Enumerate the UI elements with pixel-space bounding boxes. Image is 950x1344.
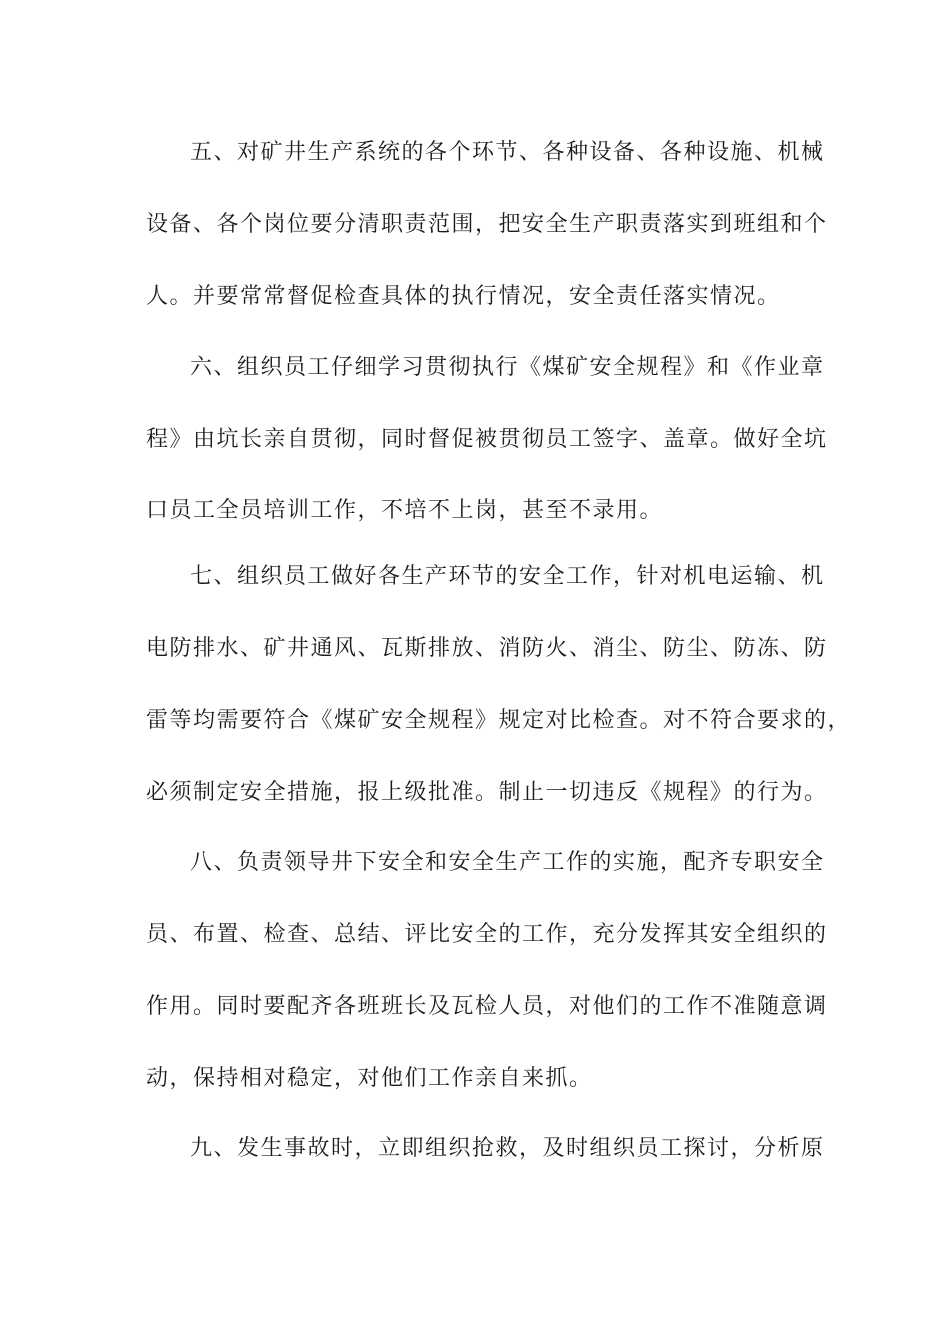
paragraph-8-line-4: 动，保持相对稳定，对他们工作亲自来抓。 bbox=[146, 1066, 593, 1091]
paragraph-8-line-1: 八、负责领导井下安全和安全生产工作的实施，配齐专职安全 bbox=[190, 850, 825, 875]
paragraph-8-line-3: 作用。同时要配齐各班班长及瓦检人员，对他们的工作不准随意调 bbox=[146, 994, 828, 1019]
paragraph-7-line-4: 必须制定安全措施，报上级批准。制止一切违反《规程》的行为。 bbox=[146, 780, 828, 805]
paragraph-8-line-2: 员、布置、检查、总结、评比安全的工作，充分发挥其安全组织的 bbox=[146, 922, 828, 947]
paragraph-9-line-1: 九、发生事故时，立即组织抢救，及时组织员工探讨，分析原 bbox=[190, 1136, 825, 1161]
paragraph-5-line-1: 五、对矿井生产系统的各个环节、各种设备、各种设施、机械 bbox=[190, 140, 825, 165]
paragraph-6-line-1: 六、组织员工仔细学习贯彻执行《煤矿安全规程》和《作业章 bbox=[190, 355, 825, 380]
paragraph-7-line-2: 电防排水、矿井通风、瓦斯排放、消防火、消尘、防尘、防冻、防 bbox=[146, 636, 828, 661]
paragraph-5-line-3: 人。并要常常督促检查具体的执行情况，安全责任落实情况。 bbox=[146, 284, 781, 309]
paragraph-5-line-2: 设备、各个岗位要分清职责范围，把安全生产职责落实到班组和个 bbox=[146, 212, 828, 237]
paragraph-7-line-3: 雷等均需要符合《煤矿安全规程》规定对比检查。对不符合要求的， bbox=[146, 708, 852, 733]
paragraph-6-line-2: 程》由坑长亲自贯彻，同时督促被贯彻员工签字、盖章。做好全坑 bbox=[146, 427, 828, 452]
paragraph-7-line-1: 七、组织员工做好各生产环节的安全工作，针对机电运输、机 bbox=[190, 564, 825, 589]
paragraph-6-line-3: 口员工全员培训工作，不培不上岗，甚至不录用。 bbox=[146, 498, 664, 523]
